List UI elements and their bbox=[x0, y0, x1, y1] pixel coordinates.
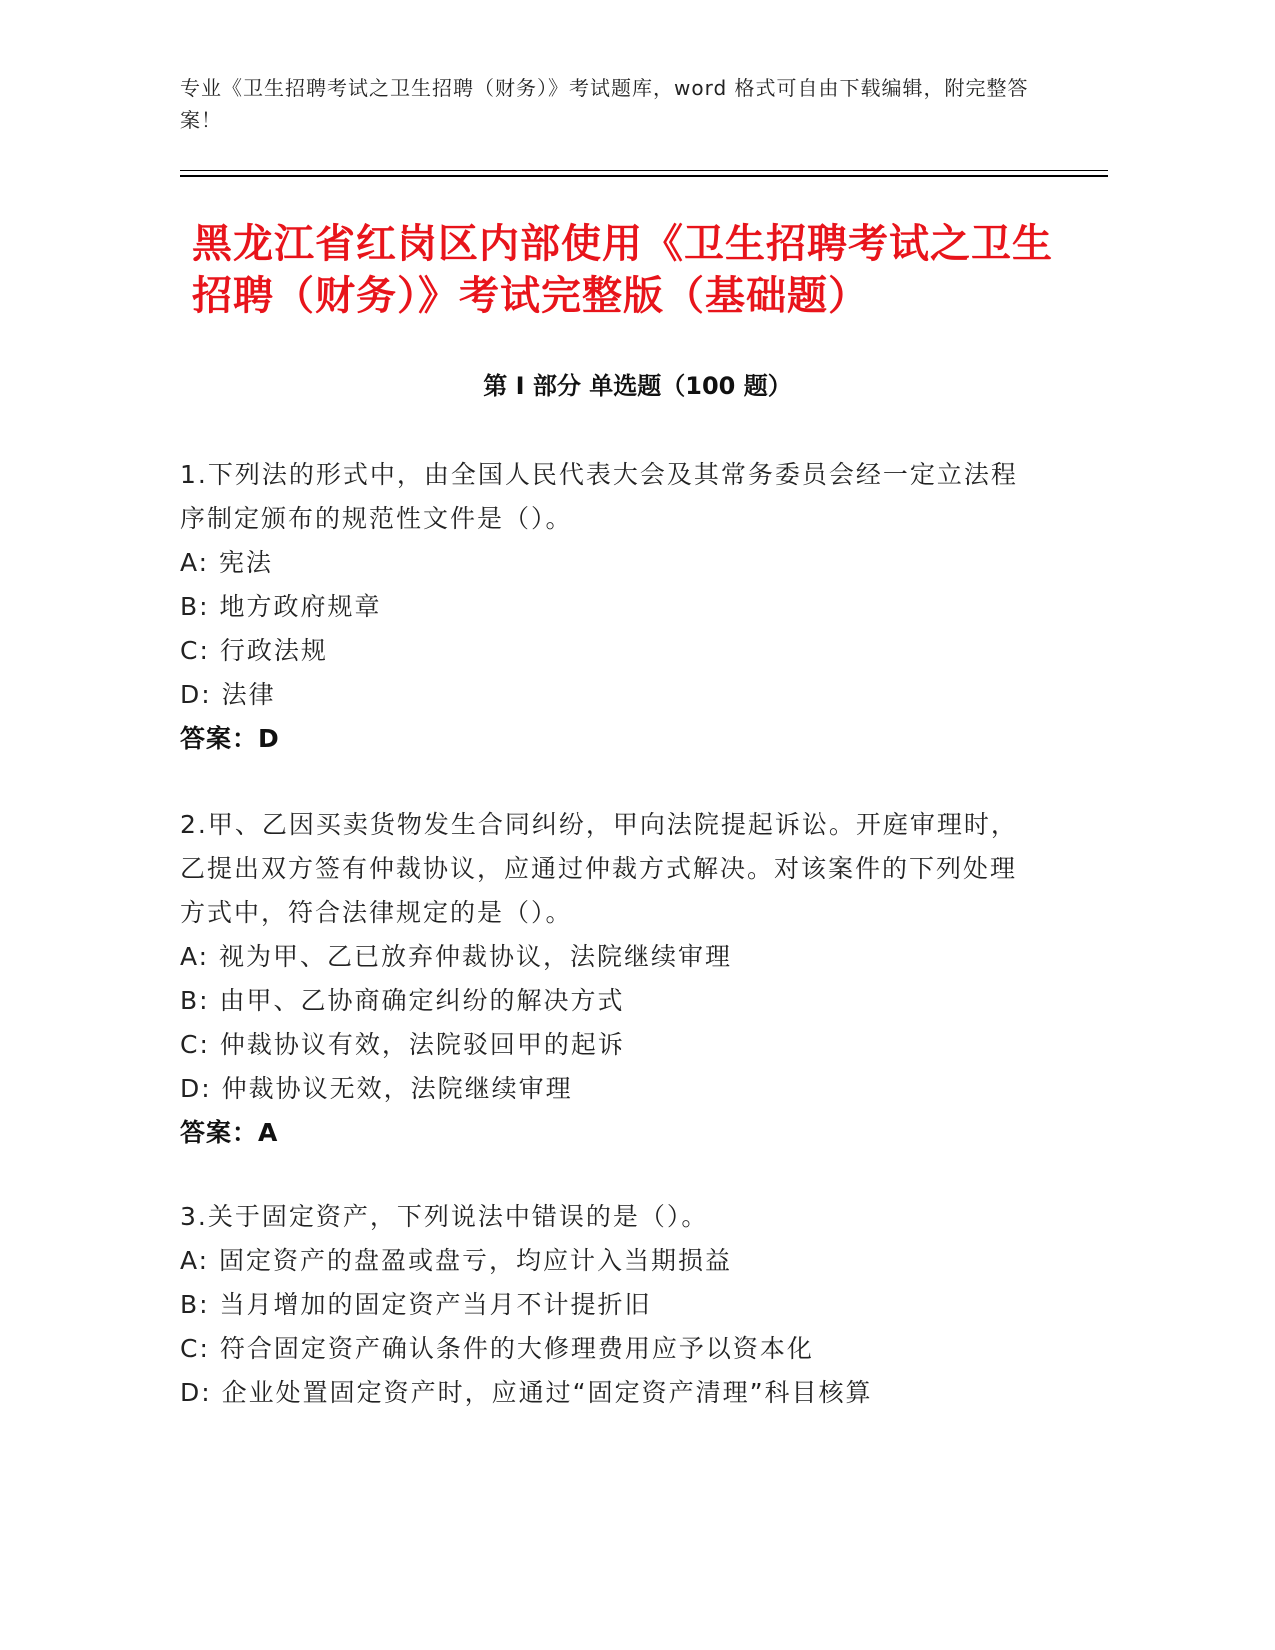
option-c: C: 行政法规 bbox=[180, 636, 328, 665]
question-3 bbox=[180, 1195, 1040, 1415]
option-a: A: 固定资产的盘盈或盘亏，均应计入当期损益 bbox=[180, 1246, 733, 1275]
question-text: 1.下列法的形式中，由全国人民代表大会及其常务委员会经一定立法程序制定颁布的规范性文件是（）。 bbox=[180, 460, 1018, 533]
question-1 bbox=[180, 453, 1040, 761]
question-2 bbox=[180, 803, 1040, 1155]
answer-label: 答案：A bbox=[180, 1118, 279, 1147]
header-note: 专业《卫生招聘考试之卫生招聘（财务）》考试题库，word 格式可自由下载编辑，附完整答案！ bbox=[180, 76, 1029, 132]
header-divider-thick bbox=[180, 175, 1108, 177]
option-a: A: 视为甲、乙已放弃仲裁协议，法院继续审理 bbox=[180, 942, 733, 971]
option-b: B: 由甲、乙协商确定纠纷的解决方式 bbox=[180, 986, 625, 1015]
answer-label: 答案：D bbox=[180, 724, 280, 753]
option-c: C: 符合固定资产确认条件的大修理费用应予以资本化 bbox=[180, 1334, 814, 1363]
option-d: D: 法律 bbox=[180, 680, 276, 709]
question-text: 2.甲、乙因买卖货物发生合同纠纷，甲向法院提起诉讼。开庭审理时，乙提出双方签有仲裁协议，应通过仲裁方式解决。对该案件的下列处理方式中，符合法律规定的是（）。 bbox=[180, 810, 1018, 927]
option-b: B: 当月增加的固定资产当月不计提折旧 bbox=[180, 1290, 652, 1319]
document-title: 黑龙江省红岗区内部使用《卫生招聘考试之卫生招聘（财务）》考试完整版（基础题） bbox=[192, 221, 1053, 319]
option-a: A: 宪法 bbox=[180, 548, 274, 577]
question-text: 3.关于固定资产，下列说法中错误的是（）。 bbox=[180, 1202, 709, 1231]
section-heading: 第 I 部分 单选题（100 题） bbox=[483, 372, 792, 400]
option-d: D: 企业处置固定资产时，应通过“固定资产清理”科目核算 bbox=[180, 1378, 873, 1407]
option-b: B: 地方政府规章 bbox=[180, 592, 382, 621]
option-c: C: 仲裁协议有效，法院驳回甲的起诉 bbox=[180, 1030, 625, 1059]
option-d: D: 仲裁协议无效，法院继续审理 bbox=[180, 1074, 573, 1103]
header-divider-thin bbox=[180, 170, 1108, 171]
